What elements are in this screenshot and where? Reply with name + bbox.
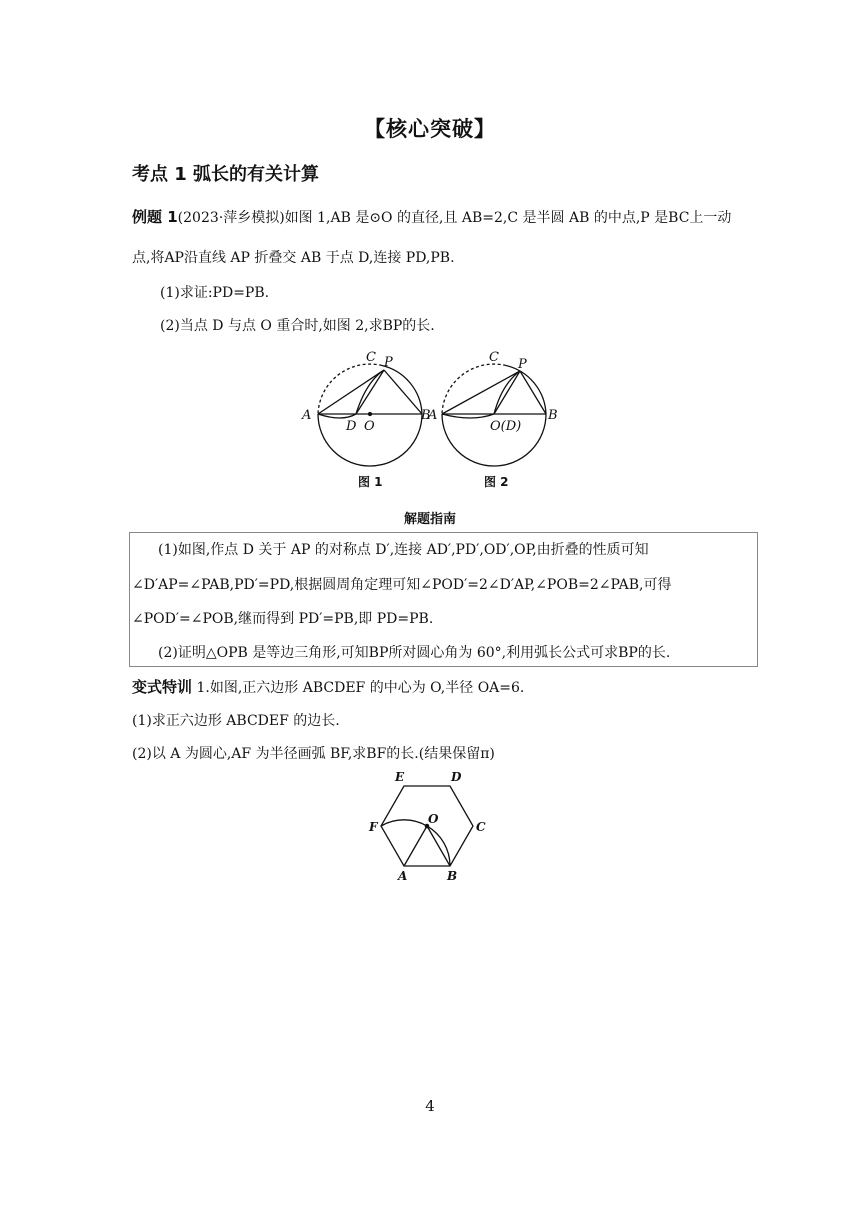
practice-line-1 <box>132 677 524 698</box>
page-number: 4 <box>425 1097 435 1115</box>
fig2-line-ap <box>442 371 520 414</box>
hex-label-b: B <box>447 869 458 883</box>
fig1-label-b: B <box>421 408 431 423</box>
guide-line-1: (1)如图,作点 D 关于 AP 的对称点 D′,连接 AD′,PD′,OD′,OP,由折叠的性质可知 <box>158 542 649 558</box>
guide-title: 解题指南 <box>403 512 456 527</box>
circle-figures <box>296 344 566 492</box>
fig1-line-pd <box>356 370 384 414</box>
figure-2 <box>442 364 546 466</box>
practice-question-2: (2)以 A 为圆心,AF 为半径画弧 BF,求BF的长.(结果保留π) <box>132 746 495 762</box>
example-label: 例题 1 <box>132 208 178 226</box>
guide-line-2: ∠D′AP=∠PAB,PD′=PD,根据圆周角定理可知∠POD′=2∠D′AP,∠POB=2∠PAB,可得 <box>132 577 672 593</box>
segment-ob <box>427 826 450 866</box>
fig1-line-ap <box>318 370 384 414</box>
fig2-upper-right-arc <box>506 366 546 415</box>
example-text-1: (2023·萍乡模拟)如图 1,AB 是⊙O 的直径,且 AB=2,C 是半圆 AB 的中点,P 是BC上一动 <box>177 210 732 226</box>
fig1-label-c: C <box>366 350 376 365</box>
question-1: (1)求证:PD=PB. <box>160 285 270 301</box>
practice-label: 变式特训 <box>132 678 193 696</box>
practice-question-1: (1)求正六边形 ABCDEF 的边长. <box>132 713 340 729</box>
hex-label-f: F <box>369 820 378 834</box>
fig1-label-d: D <box>346 419 357 434</box>
fig2-label-p: P <box>518 357 527 372</box>
example-line-2: 点,将AP沿直线 AP 折叠交 AB 于点 D,连接 PD,PB. <box>132 250 455 266</box>
fig1-label-o: O <box>364 419 375 434</box>
fig2-label-a: A <box>428 408 438 423</box>
example-line-1 <box>132 207 731 228</box>
fig2-label-b: B <box>548 408 558 423</box>
hex-label-c: C <box>476 820 486 834</box>
question-2: (2)当点 D 与点 O 重合时,如图 2,求BP的长. <box>160 318 435 334</box>
hex-label-o: O <box>428 812 439 826</box>
figure-1 <box>318 364 422 466</box>
hex-label-a: A <box>398 869 408 883</box>
guide-line-4: (2)证明△OPB 是等边三角形,可知BP所对圆心角为 60°,利用弧长公式可求BP的长. <box>158 645 671 661</box>
fig2-label-od: O(D) <box>490 419 522 434</box>
section-heading: 考点 1 弧长的有关计算 <box>132 164 320 185</box>
hexagon-figure <box>362 766 498 884</box>
fig2-caption: 图 2 <box>484 475 509 489</box>
guide-box <box>129 532 758 667</box>
fig1-label-a: A <box>302 408 312 423</box>
page-title: 【核心突破】 <box>364 117 496 141</box>
hex-label-e: E <box>395 770 405 784</box>
fig1-center-dot <box>369 413 372 416</box>
fig2-line-pb <box>520 371 546 414</box>
fig2-label-c: C <box>489 350 499 365</box>
radius-oa <box>404 826 427 866</box>
fig1-label-p: P <box>384 355 393 370</box>
practice-text-1: 1.如图,正六边形 ABCDEF 的中心为 O,半径 OA=6. <box>192 680 525 696</box>
guide-line-3: ∠POD′=∠POB,继而得到 PD′=PB,即 PD=PB. <box>132 611 434 627</box>
fig1-caption: 图 1 <box>358 475 383 489</box>
hex-label-d: D <box>451 770 462 784</box>
